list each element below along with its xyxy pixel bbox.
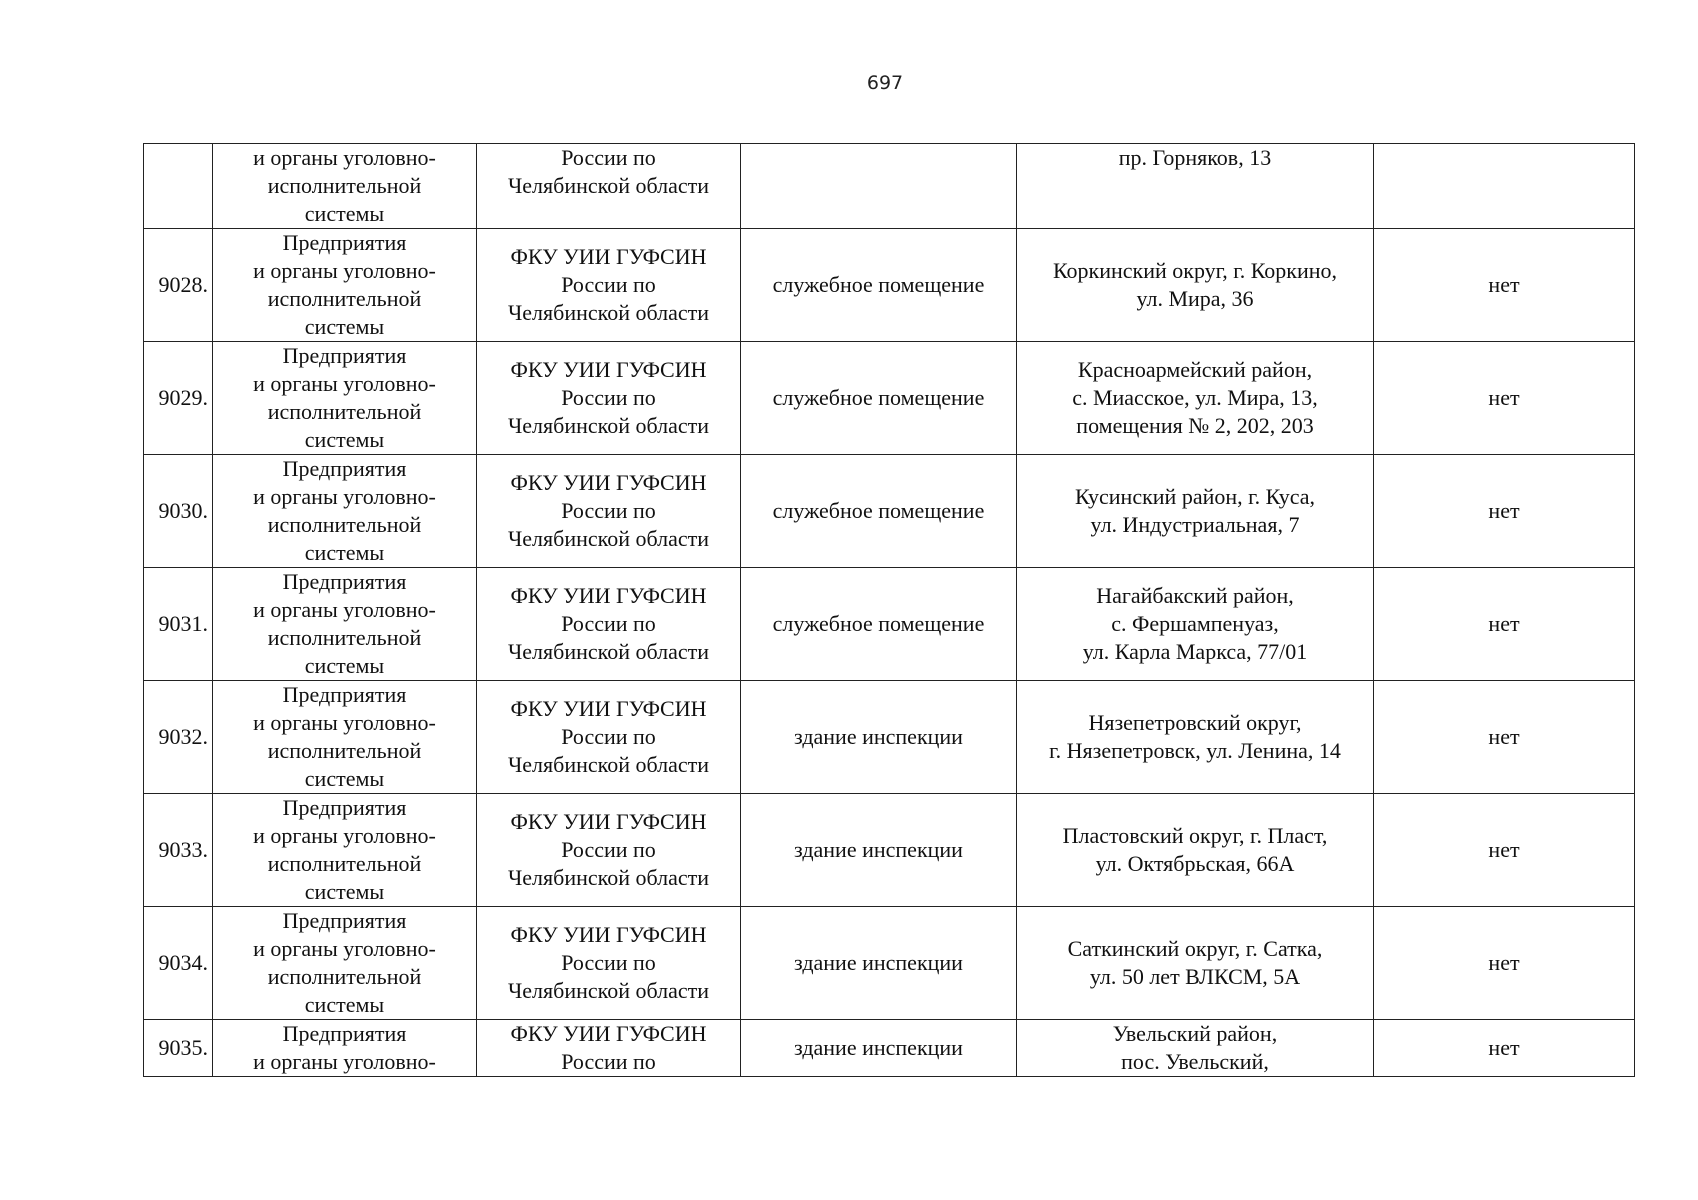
organization-line: Челябинской области <box>507 413 710 438</box>
flag-cell: нет <box>1374 907 1635 1020</box>
table-row <box>144 568 1635 681</box>
address-line: Увельский район, <box>1112 1021 1278 1046</box>
organization-line: Челябинской области <box>507 978 710 1003</box>
object-line: служебное помещение <box>772 611 985 636</box>
address-line: г. Нязепетровск, ул. Ленина, 14 <box>1049 738 1341 763</box>
category-line: исполнительной <box>267 173 422 198</box>
address-line: ул. 50 лет ВЛКСМ, 5А <box>1089 964 1301 989</box>
organization-line: России по <box>561 385 656 410</box>
address-line: ул. Мира, 36 <box>1136 286 1254 311</box>
flag-cell: нет <box>1374 794 1635 907</box>
record-number-cell: 9029. <box>144 342 213 455</box>
object-line: служебное помещение <box>772 385 985 410</box>
category-cell <box>213 455 477 568</box>
category-line: и органы уголовно- <box>253 936 436 961</box>
category-cell <box>213 681 477 794</box>
organization-cell <box>477 455 741 568</box>
category-line: исполнительной <box>267 625 422 650</box>
record-number-cell: 9034. <box>144 907 213 1020</box>
category-line: исполнительной <box>267 399 422 424</box>
address-line: с. Фершампенуаз, <box>1111 611 1279 636</box>
record-number-cell: 9033. <box>144 794 213 907</box>
address-line: помещения № 2, 202, 203 <box>1076 413 1314 438</box>
category-line: Предприятия <box>282 569 407 594</box>
organization-line: Челябинской области <box>507 752 710 777</box>
category-line: исполнительной <box>267 738 422 763</box>
object-line: здание инспекции <box>794 1035 963 1060</box>
address-line: ул. Индустриальная, 7 <box>1090 512 1300 537</box>
record-number-cell: 9031. <box>144 568 213 681</box>
organization-line: России по <box>561 145 656 170</box>
organization-line: ФКУ УИИ ГУФСИН <box>510 357 707 382</box>
organization-cell <box>477 229 741 342</box>
organization-line: Челябинской области <box>507 300 710 325</box>
address-line: с. Миасское, ул. Мира, 13, <box>1072 385 1318 410</box>
page-number: 697 <box>866 72 904 94</box>
organization-cell <box>477 144 741 229</box>
organization-line: Челябинской области <box>507 639 710 664</box>
category-line: исполнительной <box>267 851 422 876</box>
object-cell <box>741 455 1017 568</box>
flag-cell: нет <box>1374 342 1635 455</box>
flag-cell: нет <box>1374 1020 1635 1077</box>
table-row <box>144 681 1635 794</box>
organization-cell <box>477 681 741 794</box>
object-cell <box>741 229 1017 342</box>
record-number-cell: 9035. <box>144 1020 213 1077</box>
object-cell <box>741 794 1017 907</box>
category-line: системы <box>304 653 385 678</box>
organization-line: ФКУ УИИ ГУФСИН <box>510 696 707 721</box>
address-line: Нязепетровский округ, <box>1088 710 1302 735</box>
flag-cell: нет <box>1374 229 1635 342</box>
organization-cell <box>477 342 741 455</box>
address-cell <box>1017 455 1374 568</box>
category-cell <box>213 229 477 342</box>
organization-cell <box>477 907 741 1020</box>
organization-line: России по <box>561 611 656 636</box>
organization-line: ФКУ УИИ ГУФСИН <box>510 809 707 834</box>
category-line: исполнительной <box>267 964 422 989</box>
record-number-cell: 9032. <box>144 681 213 794</box>
category-cell <box>213 342 477 455</box>
category-line: и органы уголовно- <box>253 371 436 396</box>
category-line: исполнительной <box>267 512 422 537</box>
category-line: системы <box>304 427 385 452</box>
category-cell <box>213 568 477 681</box>
address-line: пос. Увельский, <box>1121 1049 1269 1074</box>
organization-line: ФКУ УИИ ГУФСИН <box>510 244 707 269</box>
flag-cell: нет <box>1374 455 1635 568</box>
table-row <box>144 794 1635 907</box>
organization-line: ФКУ УИИ ГУФСИН <box>510 470 707 495</box>
object-line: здание инспекции <box>794 950 963 975</box>
object-cell <box>741 144 1017 229</box>
organization-line: ФКУ УИИ ГУФСИН <box>510 583 707 608</box>
address-line: Саткинский округ, г. Сатка, <box>1067 936 1323 961</box>
category-cell <box>213 907 477 1020</box>
address-line: ул. Октябрьская, 66А <box>1095 851 1295 876</box>
address-cell <box>1017 907 1374 1020</box>
table-row <box>144 342 1635 455</box>
organization-line: России по <box>561 837 656 862</box>
address-line: ул. Карла Маркса, 77/01 <box>1082 639 1308 664</box>
organization-cell <box>477 794 741 907</box>
object-line: служебное помещение <box>772 272 985 297</box>
table-row-partial <box>144 1020 1635 1077</box>
registry-table-body <box>144 144 1635 1077</box>
object-line: служебное помещение <box>772 498 985 523</box>
category-line: системы <box>304 314 385 339</box>
object-cell <box>741 681 1017 794</box>
record-number-cell: 9028. <box>144 229 213 342</box>
category-line: и органы уголовно- <box>253 484 436 509</box>
object-cell <box>741 907 1017 1020</box>
category-line: Предприятия <box>282 343 407 368</box>
organization-cell <box>477 1020 741 1077</box>
category-line: Предприятия <box>282 1021 407 1046</box>
category-line: и органы уголовно- <box>253 145 436 170</box>
object-cell <box>741 342 1017 455</box>
organization-line: Челябинской области <box>507 173 710 198</box>
category-line: Предприятия <box>282 456 407 481</box>
object-line: здание инспекции <box>794 837 963 862</box>
object-cell <box>741 568 1017 681</box>
object-line: здание инспекции <box>794 724 963 749</box>
address-cell <box>1017 568 1374 681</box>
flag-cell <box>1374 144 1635 229</box>
category-line: системы <box>304 540 385 565</box>
category-cell <box>213 144 477 229</box>
record-number-cell: 9030. <box>144 455 213 568</box>
category-line: исполнительной <box>267 286 422 311</box>
address-line: пр. Горняков, 13 <box>1118 145 1272 170</box>
category-line: и органы уголовно- <box>253 710 436 735</box>
category-line: системы <box>304 201 385 226</box>
organization-line: Челябинской области <box>507 865 710 890</box>
address-line: Красноармейский район, <box>1077 357 1313 382</box>
flag-cell: нет <box>1374 568 1635 681</box>
address-cell <box>1017 794 1374 907</box>
table-row <box>144 455 1635 568</box>
organization-line: Челябинской области <box>507 526 710 551</box>
category-line: и органы уголовно- <box>253 597 436 622</box>
organization-cell <box>477 568 741 681</box>
category-line: Предприятия <box>282 795 407 820</box>
category-cell <box>213 1020 477 1077</box>
address-line: Кусинский район, г. Куса, <box>1074 484 1315 509</box>
table-row-continued <box>144 144 1635 229</box>
address-line: Нагайбакский район, <box>1096 583 1294 608</box>
category-line: и органы уголовно- <box>253 1049 436 1074</box>
category-line: системы <box>304 766 385 791</box>
object-cell <box>741 1020 1017 1077</box>
record-number-cell <box>144 144 213 229</box>
category-line: и органы уголовно- <box>253 258 436 283</box>
table-row <box>144 229 1635 342</box>
category-line: Предприятия <box>282 682 407 707</box>
category-line: Предприятия <box>282 230 407 255</box>
organization-line: ФКУ УИИ ГУФСИН <box>510 1021 707 1046</box>
registry-table <box>143 143 1635 1077</box>
address-line: Коркинский округ, г. Коркино, <box>1052 258 1338 283</box>
organization-line: России по <box>561 498 656 523</box>
organization-line: России по <box>561 950 656 975</box>
address-cell <box>1017 681 1374 794</box>
category-line: и органы уголовно- <box>253 823 436 848</box>
organization-line: России по <box>561 1049 656 1074</box>
address-line: Пластовский округ, г. Пласт, <box>1062 823 1328 848</box>
flag-cell: нет <box>1374 681 1635 794</box>
category-line: системы <box>304 992 385 1017</box>
organization-line: России по <box>561 724 656 749</box>
category-line: Предприятия <box>282 908 407 933</box>
address-cell <box>1017 229 1374 342</box>
table-row <box>144 907 1635 1020</box>
organization-line: ФКУ УИИ ГУФСИН <box>510 922 707 947</box>
address-cell <box>1017 342 1374 455</box>
organization-line: России по <box>561 272 656 297</box>
address-cell <box>1017 1020 1374 1077</box>
category-line: системы <box>304 879 385 904</box>
address-cell <box>1017 144 1374 229</box>
category-cell <box>213 794 477 907</box>
